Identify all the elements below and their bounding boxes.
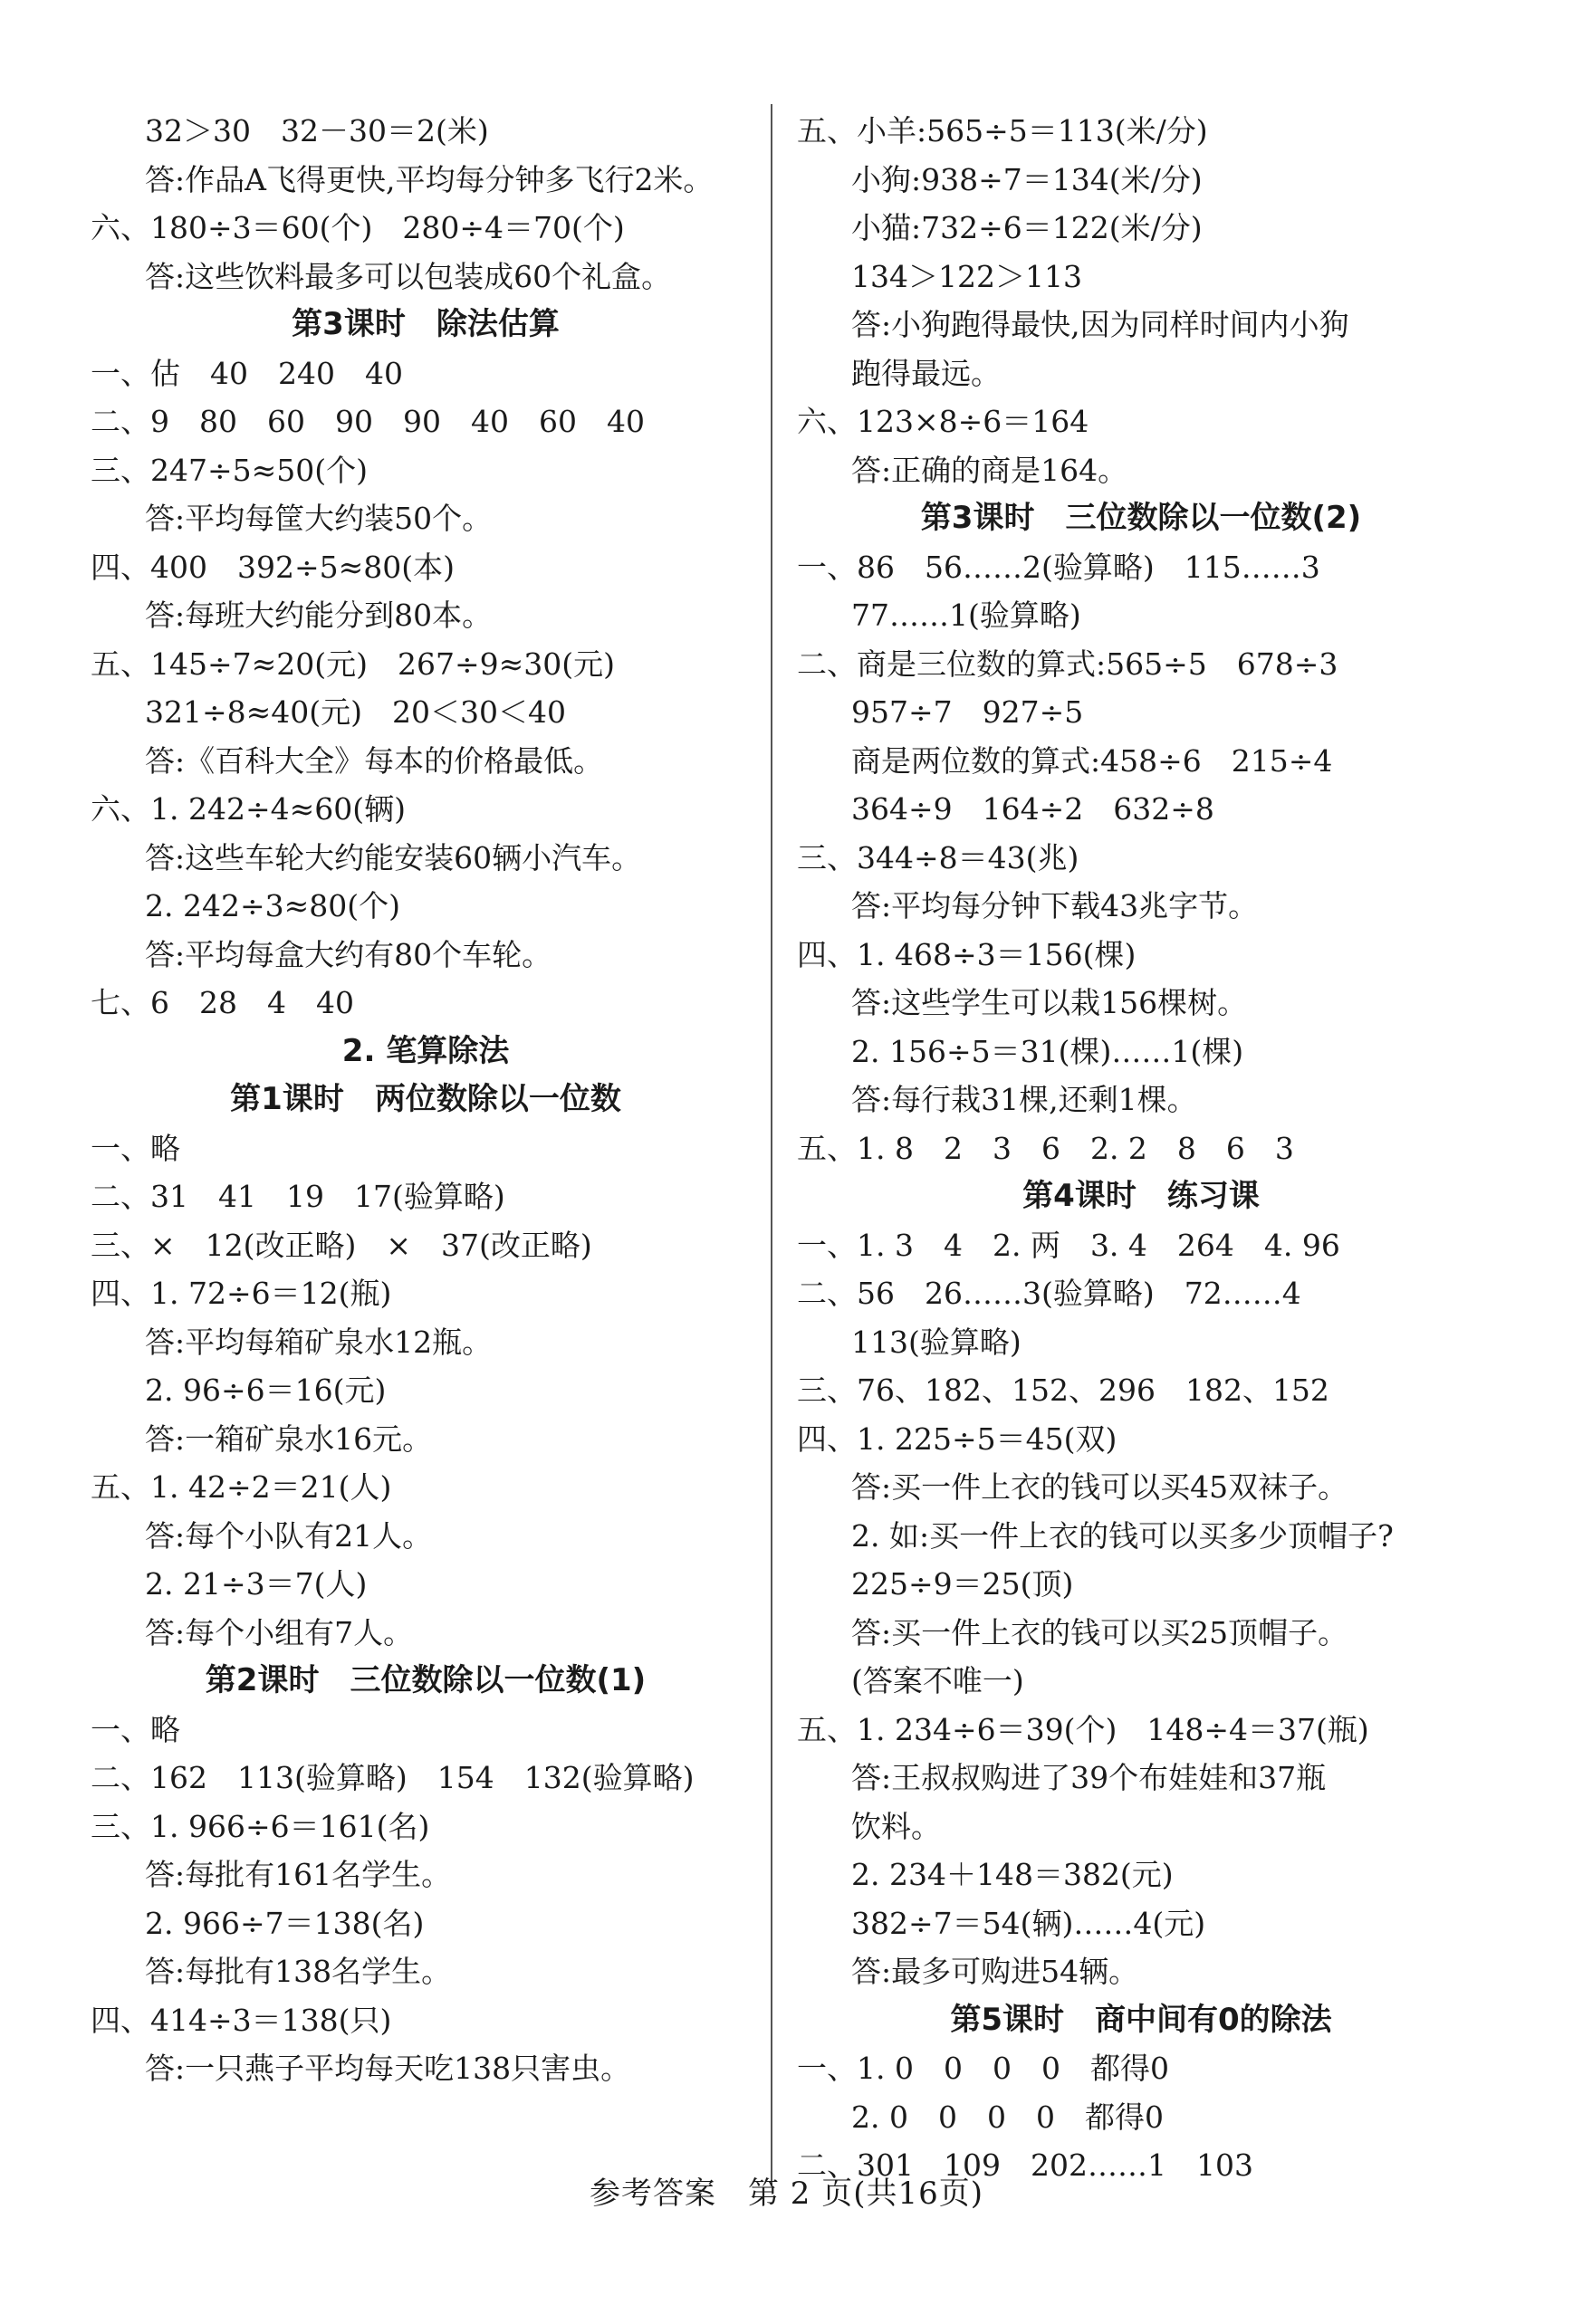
answer-line: 三、344÷8＝43(兆) bbox=[797, 839, 1079, 875]
answer-line: 饮料。 bbox=[851, 1808, 941, 1844]
answer-line: 跑得最远。 bbox=[851, 355, 1001, 391]
answer-line: 五、1. 234÷6＝39(个) 148÷4＝37(瓶) bbox=[797, 1711, 1369, 1747]
answer-line: 2. 如:买一件上衣的钱可以买多少顶帽子? bbox=[851, 1517, 1394, 1554]
answer-line: 答:买一件上衣的钱可以买25顶帽子。 bbox=[851, 1614, 1348, 1650]
answer-line: 二、31 41 19 17(验算略) bbox=[91, 1179, 505, 1214]
answer-line: 五、小羊:565÷5＝113(米/分) bbox=[797, 113, 1208, 148]
answer-line: 六、123×8÷6＝164 bbox=[797, 404, 1089, 439]
answer-line: 134＞122＞113 bbox=[851, 258, 1082, 294]
answer-line: 答:每批有161名学生。 bbox=[145, 1857, 452, 1892]
right-column bbox=[797, 107, 1485, 2190]
answer-line: 答:这些车轮大约能安装60辆小汽车。 bbox=[145, 839, 642, 875]
answer-line: 答:一箱矿泉水16元。 bbox=[145, 1420, 433, 1457]
section-title: 第1课时 两位数除以一位数 bbox=[230, 1081, 621, 1117]
answer-line: 一、1. 0 0 0 0 都得0 bbox=[797, 2051, 1169, 2086]
answer-line: 七、6 28 4 40 bbox=[91, 985, 354, 1020]
answer-line: 答:这些学生可以栽156棵树。 bbox=[851, 985, 1248, 1020]
answer-line: 答:平均每分钟下载43兆字节。 bbox=[851, 888, 1259, 923]
answer-line: 四、400 392÷5≈80(本) bbox=[91, 549, 456, 585]
answer-line: 一、86 56……2(验算略) 115……3 bbox=[797, 549, 1320, 585]
answer-line: 2. 0 0 0 0 都得0 bbox=[851, 2099, 1164, 2135]
answer-line: 三、76、182、152、296 182、152 bbox=[797, 1372, 1329, 1408]
section-title: 2. 笔算除法 bbox=[341, 1032, 510, 1069]
answer-line: 2. 234＋148＝382(元) bbox=[851, 1857, 1174, 1892]
answer-line: 六、180÷3＝60(个) 280÷4＝70(个) bbox=[91, 210, 625, 245]
answer-line: 四、1. 468÷3＝156(棵) bbox=[797, 936, 1137, 972]
answer-line: 答:这些饮料最多可以包装成60个礼盒。 bbox=[145, 258, 672, 294]
answer-line: 2. 156÷5＝31(棵)……1(棵) bbox=[851, 1033, 1244, 1069]
answer-line: 答:王叔叔购进了39个布娃娃和37瓶 bbox=[851, 1760, 1327, 1795]
answer-line: 三、1. 966÷6＝161(名) bbox=[91, 1808, 430, 1844]
answer-line: 答:一只燕子平均每天吃138只害虫。 bbox=[145, 2051, 631, 2086]
answer-line: 答:作品A飞得更快,平均每分钟多飞行2米。 bbox=[145, 161, 714, 197]
answer-line: 一、估 40 240 40 bbox=[91, 355, 403, 391]
answer-line: 答:平均每盒大约有80个车轮。 bbox=[145, 936, 552, 972]
answer-line: 2. 96÷6＝16(元) bbox=[145, 1372, 387, 1408]
answer-line: 答:《百科大全》每本的价格最低。 bbox=[145, 742, 604, 779]
left-column bbox=[91, 107, 761, 2093]
answer-line: 三、× 12(改正略) × 37(改正略) bbox=[91, 1227, 592, 1263]
answer-line: 二、商是三位数的算式:565÷5 678÷3 bbox=[797, 646, 1338, 682]
section-title: 第3课时 三位数除以一位数(2) bbox=[920, 500, 1362, 536]
answer-line: 答:小狗跑得最快,因为同样时间内小狗 bbox=[851, 307, 1349, 342]
answer-line: 2. 242÷3≈80(个) bbox=[145, 888, 400, 923]
answer-line: 三、247÷5≈50(个) bbox=[91, 452, 369, 488]
answer-line: 二、162 113(验算略) 154 132(验算略) bbox=[91, 1760, 695, 1795]
answer-line: 382÷7＝54(辆)……4(元) bbox=[851, 1905, 1206, 1941]
answer-line: 答:每个小队有21人。 bbox=[145, 1517, 433, 1554]
answer-line: 答:正确的商是164。 bbox=[851, 452, 1128, 488]
answer-line: 小猫:732÷6＝122(米/分) bbox=[851, 210, 1203, 245]
section-title: 第4课时 练习课 bbox=[1022, 1178, 1260, 1214]
answer-line: 957÷7 927÷5 bbox=[851, 694, 1084, 730]
answer-line: 2. 21÷3＝7(人) bbox=[145, 1566, 368, 1602]
answer-line: 225÷9＝25(顶) bbox=[851, 1566, 1074, 1602]
answer-line: 113(验算略) bbox=[851, 1324, 1021, 1360]
answer-line: 答:每批有138名学生。 bbox=[145, 1954, 452, 1989]
answer-line: 364÷9 164÷2 632÷8 bbox=[851, 791, 1214, 827]
answer-line: 321÷8≈40(元) 20＜30＜40 bbox=[145, 694, 566, 730]
answer-line: 四、1. 225÷5＝45(双) bbox=[797, 1420, 1117, 1457]
page-footer: 参考答案 第 2 页(共16页) bbox=[589, 2176, 984, 2212]
answer-line: 答:每班大约能分到80本。 bbox=[145, 598, 493, 633]
answer-line: 一、略 bbox=[91, 1711, 180, 1747]
answer-line: 二、301 109 202……1 103 bbox=[797, 2147, 1253, 2183]
answer-line: 五、1. 8 2 3 6 2. 2 8 6 3 bbox=[797, 1130, 1294, 1166]
section-title: 第3课时 除法估算 bbox=[292, 306, 560, 342]
answer-line: (答案不唯一) bbox=[851, 1663, 1024, 1698]
answer-line: 答:平均每筐大约装50个。 bbox=[145, 501, 493, 536]
answer-line: 77……1(验算略) bbox=[851, 598, 1081, 633]
answer-line: 商是两位数的算式:458÷6 215÷4 bbox=[851, 742, 1333, 779]
answer-line: 一、略 bbox=[91, 1130, 180, 1166]
answer-line: 二、9 80 60 90 90 40 60 40 bbox=[91, 404, 645, 439]
section-title: 第5课时 商中间有0的除法 bbox=[950, 2001, 1332, 2038]
answer-line: 六、1. 242÷4≈60(辆) bbox=[91, 791, 406, 827]
answer-line: 答:平均每箱矿泉水12瓶。 bbox=[145, 1324, 493, 1360]
answer-line: 五、145÷7≈20(元) 267÷9≈30(元) bbox=[91, 646, 616, 682]
answer-line: 一、1. 3 4 2. 两 3. 4 264 4. 96 bbox=[797, 1227, 1340, 1263]
answer-line: 二、56 26……3(验算略) 72……4 bbox=[797, 1276, 1301, 1311]
answer-line: 答:每个小组有7人。 bbox=[145, 1614, 414, 1650]
answer-line: 2. 966÷7＝138(名) bbox=[145, 1905, 425, 1941]
answer-line: 答:最多可购进54辆。 bbox=[851, 1954, 1139, 1989]
answer-line: 五、1. 42÷2＝21(人) bbox=[91, 1469, 392, 1505]
answer-line: 答:每行栽31棵,还剩1棵。 bbox=[851, 1082, 1197, 1117]
column-divider bbox=[771, 104, 772, 2186]
answer-line: 小狗:938÷7＝134(米/分) bbox=[851, 161, 1203, 197]
answer-line: 四、1. 72÷6＝12(瓶) bbox=[91, 1276, 392, 1311]
section-title: 第2课时 三位数除以一位数(1) bbox=[205, 1662, 647, 1698]
answer-line: 答:买一件上衣的钱可以买45双袜子。 bbox=[851, 1469, 1348, 1505]
answer-line: 四、414÷3＝138(只) bbox=[91, 2002, 392, 2038]
answer-line: 32＞30 32－30＝2(米) bbox=[145, 113, 489, 148]
